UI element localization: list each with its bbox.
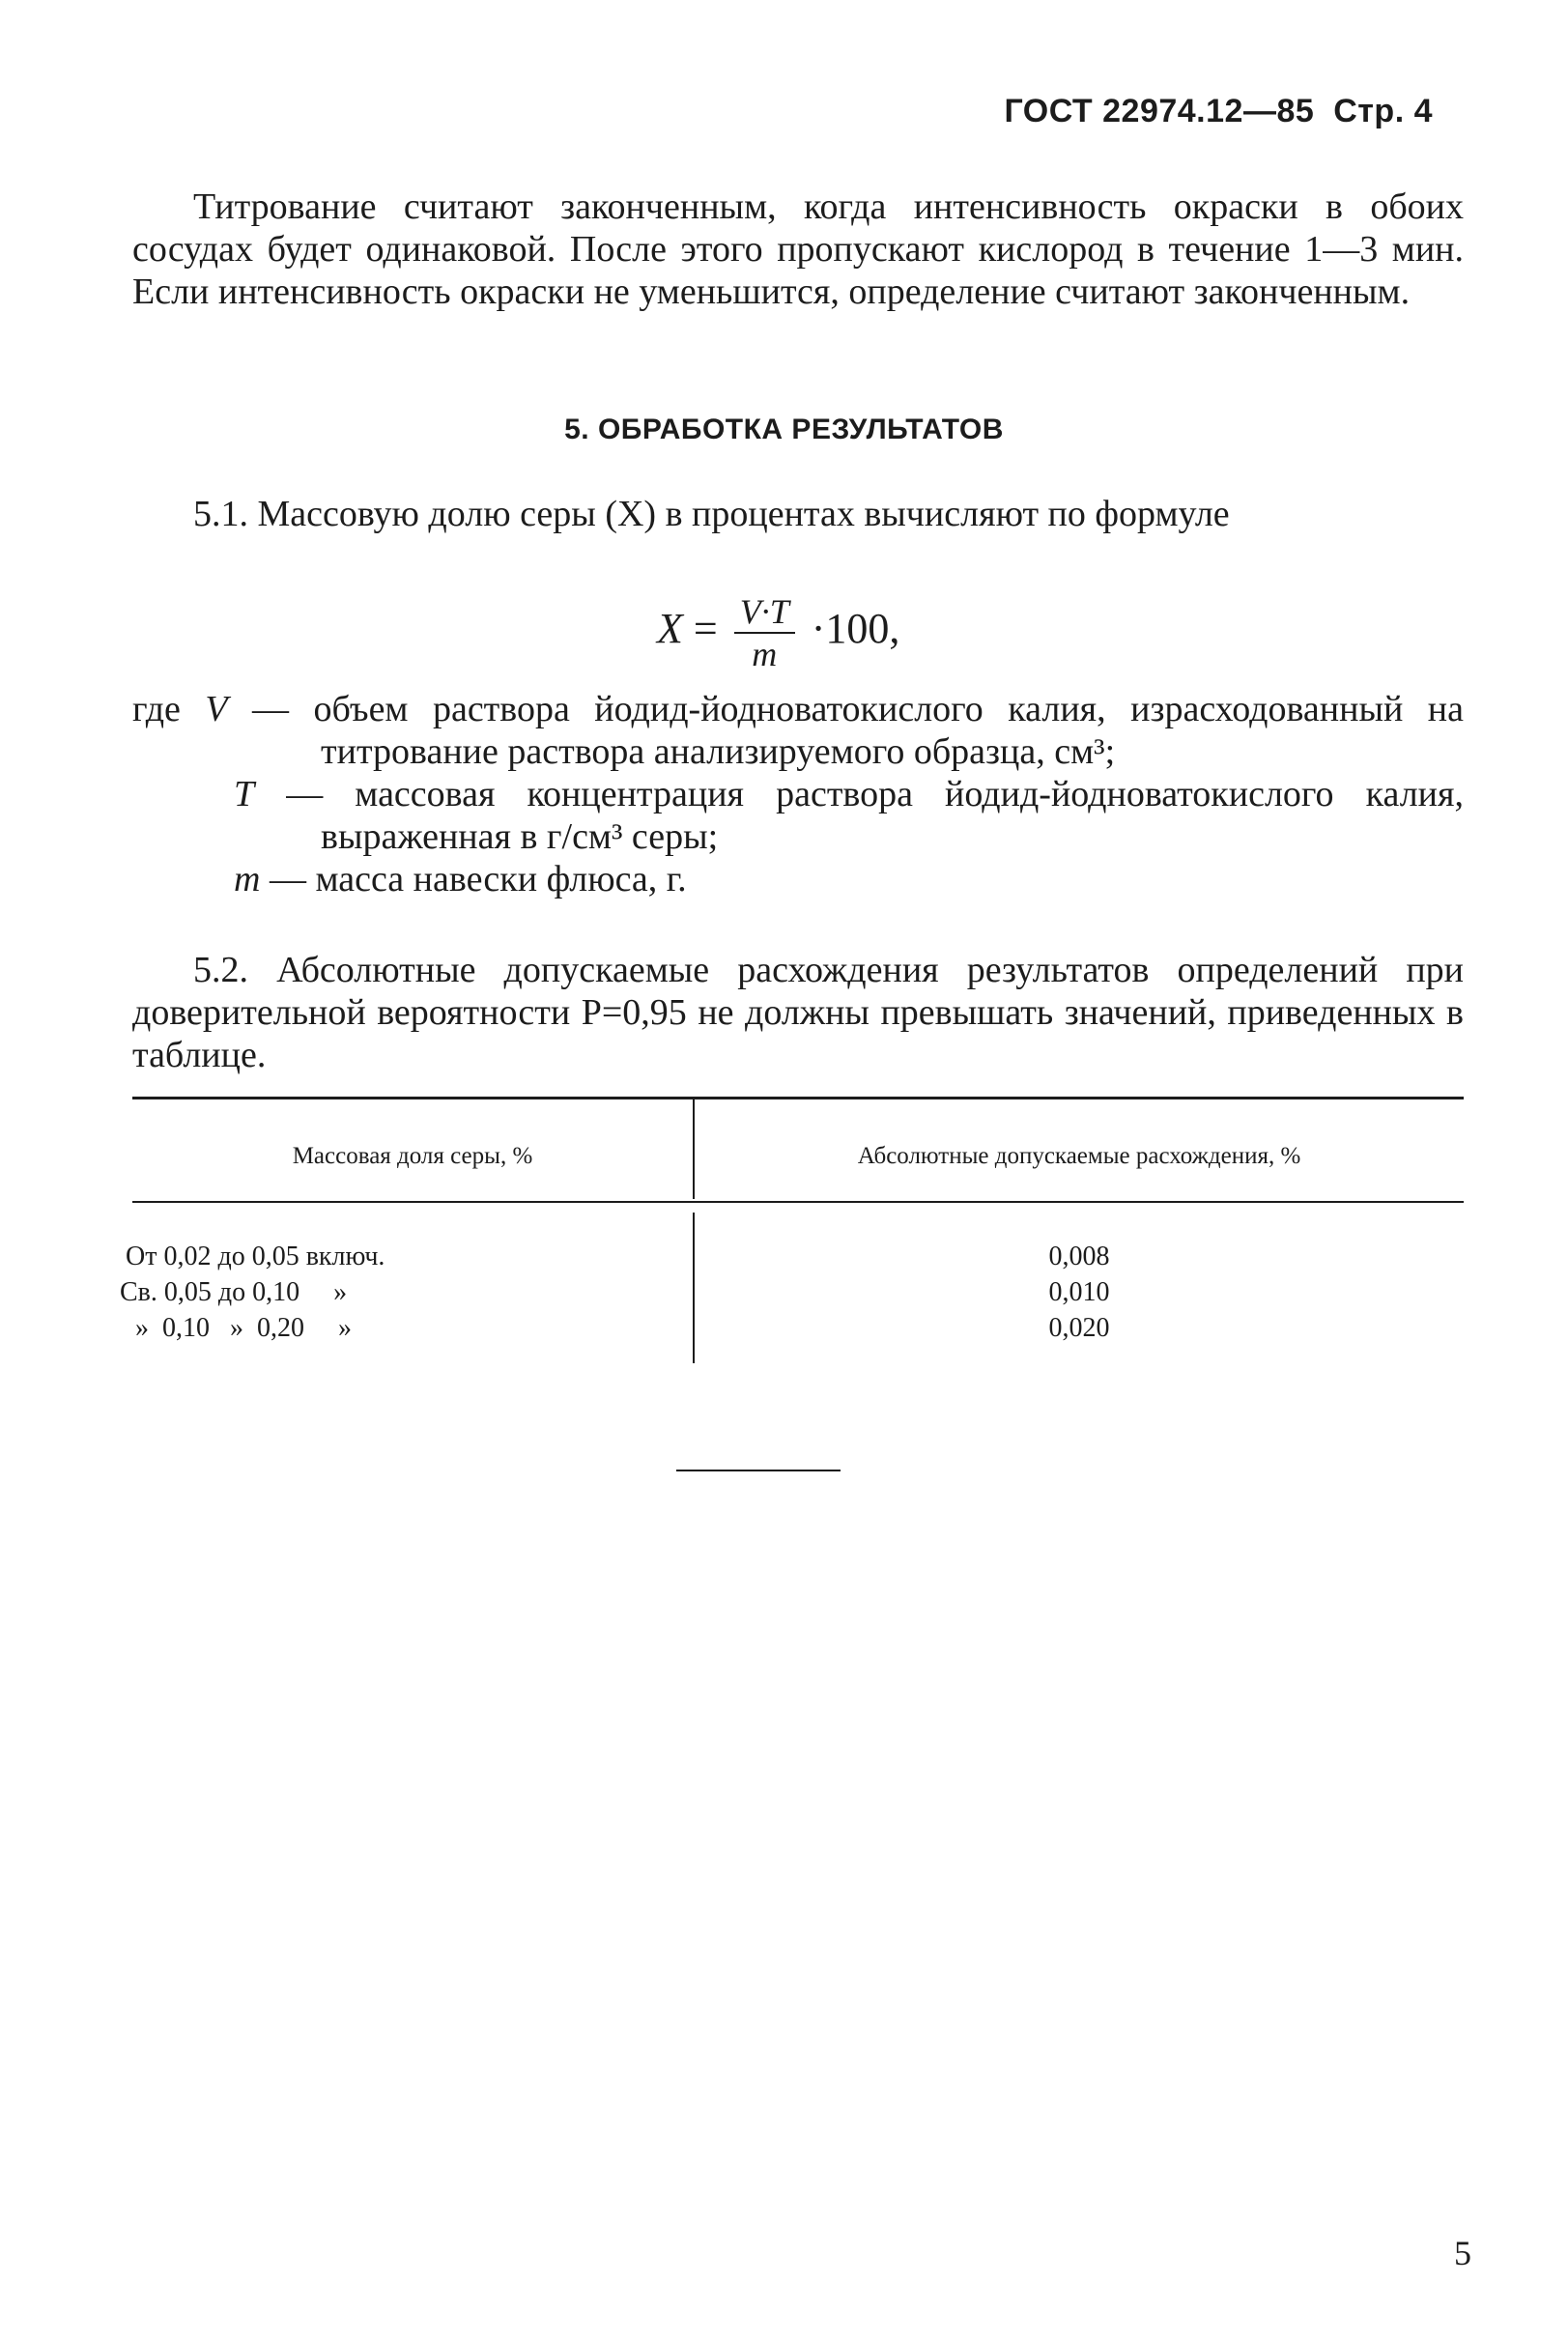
page-number: 5 (1454, 2234, 1471, 2272)
standard-code: ГОСТ 22974.12—85 (1004, 93, 1315, 129)
section-title: 5. ОБРАБОТКА РЕЗУЛЬТАТОВ (564, 414, 1004, 445)
formula-lhs: X (657, 605, 683, 653)
table-row-value: 0,020 (1048, 1313, 1110, 1343)
formula-tail: ·100, (811, 605, 900, 653)
intro-paragraph: Титрование считают законченным, когда интенсивность окраски в обоих сосудах будет одинаковой. После этого пропускают кислород в течение 1—3 мин. Если интенсивность окраски не уменьшится, определение считают законченным. (132, 186, 1464, 312)
definitions-list (132, 688, 1464, 900)
table-row-value: 0,008 (1048, 1242, 1110, 1271)
definition-term: V (205, 689, 228, 729)
definition-text: масса навески флюса, г. (315, 859, 687, 899)
formula (657, 591, 899, 674)
table-row-range: От 0,02 до 0,05 включ. (126, 1242, 385, 1271)
formula-numerator: V·T (734, 591, 795, 634)
definition-item (132, 773, 1464, 858)
page-label: Стр. 4 (1333, 93, 1433, 129)
definition-text: массовая концентрация раствора йодид-йодноватокислого калия, выраженная в г/см³ серы; (321, 774, 1464, 857)
table-top-rule (132, 1097, 1464, 1099)
definition-dash: — (227, 689, 314, 729)
formula-denominator: m (752, 635, 778, 673)
definition-item (132, 858, 1464, 900)
table-header-tolerance: Абсолютные допускаемые расхождения, % (857, 1143, 1301, 1169)
definition-term: m (234, 859, 261, 899)
formula-equals: = (693, 605, 718, 653)
definition-item (132, 688, 1464, 773)
table-row-range: Св. 0,05 до 0,10 » (120, 1277, 348, 1307)
table-header-mass-fraction: Массовая доля серы, % (292, 1143, 533, 1169)
definition-dash: — (254, 774, 356, 814)
definition-dash: — (260, 859, 316, 899)
document-header (1004, 93, 1433, 130)
table-header-rule (132, 1201, 1464, 1203)
definition-prefix: где (132, 689, 206, 729)
paragraph-5-2: 5.2. Абсолютные допускаемые расхождения результатов определений при доверительной вероятности P=0,95 не должны превышать значений, приведенных в таблице. (132, 950, 1464, 1075)
table-row-value: 0,010 (1048, 1277, 1110, 1307)
paragraph-5-1: 5.1. Массовую долю серы (X) в процентах вычисляют по формуле (193, 494, 1230, 534)
formula-fraction (734, 591, 795, 674)
definition-text: объем раствора йодид-йодноватокислого калия, израсходованный на титрование раствора анализируемого образца, см³; (313, 689, 1464, 772)
end-divider (676, 1470, 841, 1471)
definition-term: T (234, 774, 255, 814)
table-row-range: » 0,10 » 0,20 » (135, 1313, 352, 1343)
